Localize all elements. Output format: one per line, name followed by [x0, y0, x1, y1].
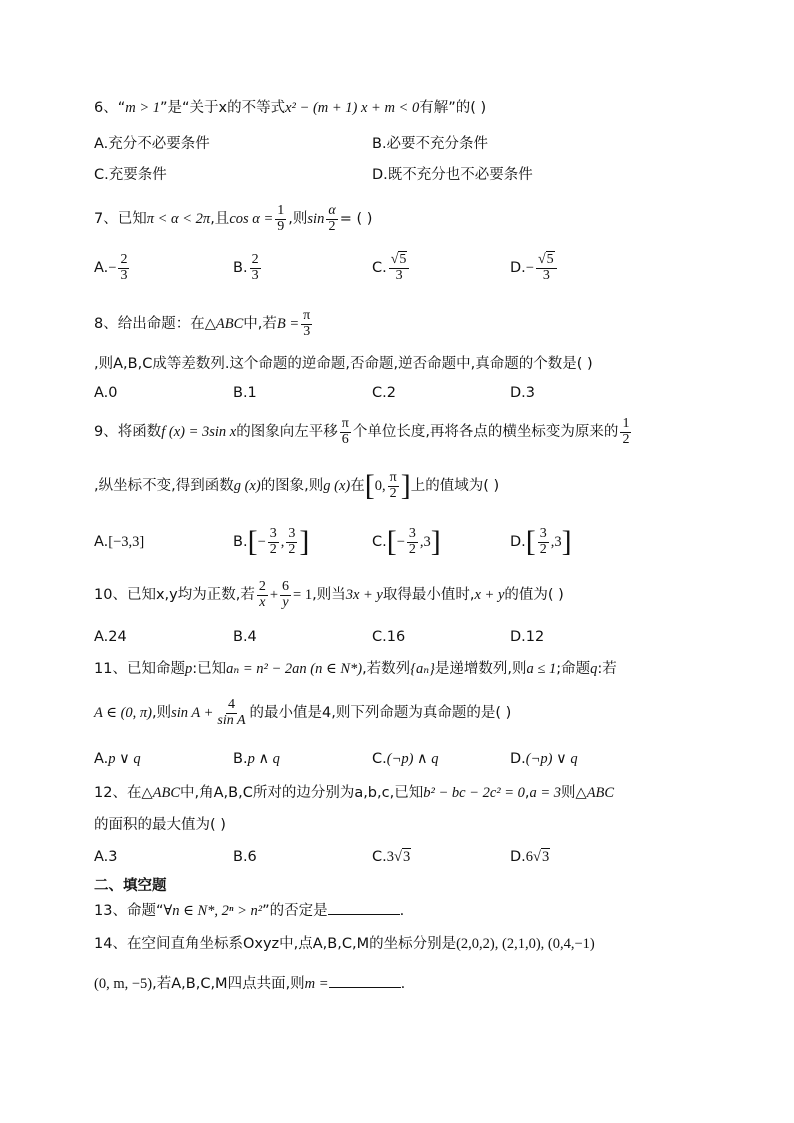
q6-text: ”是“关于x的不等式 [160, 100, 286, 116]
q9-shift-num: π [341, 415, 349, 431]
q11-stem-line2 [94, 694, 511, 732]
q12-d-sqrt: √3 [533, 849, 550, 865]
q11-text3: ,若数列 [362, 661, 411, 677]
q6-condition: m > 1 [125, 100, 161, 116]
q12-text3: 则 [561, 785, 576, 801]
q7-c-fraction [389, 253, 410, 283]
q7-sin-num: α [328, 202, 336, 218]
q12-stem-line2: 的面积的最大值为( ) [94, 817, 226, 833]
q8-text: 8、给出命题：在 [94, 316, 205, 332]
question-7-stem [94, 201, 372, 237]
q10-plus: + [269, 587, 279, 603]
q9-c-n1: 3 [408, 525, 416, 541]
q9-interval-start: 0, [374, 478, 386, 494]
q9-text7: 上的值域为( ) [410, 478, 500, 494]
q14-coord-m: (0, m, −5) [94, 976, 153, 992]
q9-scale-fraction [620, 417, 631, 447]
q12-option-c [372, 850, 411, 865]
q11-q: q [590, 661, 598, 677]
q7-text2: ,则 [288, 211, 308, 227]
q9-c-bracket-close: ] [430, 525, 441, 558]
q7-d-den: 3 [542, 267, 550, 283]
q6-option-c: C.充要条件 [94, 167, 167, 183]
q9-a-value: [−3,3] [108, 534, 145, 550]
q11-option-b [233, 752, 280, 767]
q12-triangle: △ABC [141, 785, 180, 801]
q9-d-bracket-close: ] [561, 525, 572, 558]
q14-period: . [400, 976, 406, 992]
q9-c-bracket-open: [ [386, 525, 397, 558]
q9-d-label: D. [510, 534, 526, 550]
q7-d-num: √5 [536, 253, 557, 269]
q6-number: 6、 [94, 100, 118, 116]
question-10-stem [94, 577, 564, 613]
q7-b-label: B. [233, 260, 248, 276]
q10-text: 10、已知x,y均为正数,若 [94, 587, 255, 603]
q11-text7: ,则 [152, 705, 172, 721]
question-11-stem [94, 662, 617, 677]
q6-option-a: A.充分不必要条件 [94, 136, 210, 152]
q11-frac-num: 4 [227, 696, 235, 712]
q6-option-b: B.必要不充分条件 [372, 136, 489, 152]
q9-shift-fraction [340, 417, 351, 447]
q12-c-rad: 3 [402, 849, 411, 865]
q9-b-n2: 3 [288, 525, 296, 541]
q9-function: f (x) = 3sin x [161, 424, 237, 440]
q11-text8: 的最小值是4,则下列命题为真命题的是( ) [249, 705, 512, 721]
question-9-stem [94, 413, 633, 451]
q9-c-tail: ,3 [419, 534, 431, 550]
q7-c-label: C. [372, 260, 387, 276]
q11-c-value: (¬p) ∧ q [386, 751, 439, 767]
q9-g2: g (x) [323, 478, 351, 494]
q6-inequality: x² − (m + 1) x + m < 0 [285, 100, 420, 116]
q12-text: 12、在 [94, 785, 142, 801]
q14-text: 14、在空间直角坐标系Oxyz中,点A,B,C,M的坐标分别是 [94, 936, 457, 952]
q7-a-sign: − [108, 260, 117, 276]
q7-a-label: A. [94, 260, 109, 276]
q7-b-num: 2 [251, 251, 259, 267]
q6-tail: 有解”的( ) [419, 100, 487, 116]
q11-c-label: C. [372, 751, 387, 767]
q11-cond: a ≤ 1 [526, 661, 557, 677]
question-8-stem [94, 306, 314, 342]
q6-quote-open: “ [117, 100, 126, 116]
q9-b-comma: , [280, 534, 285, 550]
q9-a-label: A. [94, 534, 109, 550]
q7-tail: = ( ) [339, 211, 373, 227]
q12-eq2: a = 3 [529, 785, 562, 801]
q11-text4: 是递增数列,则 [434, 661, 527, 677]
q7-sin: sin [307, 211, 325, 227]
q11-seqset: {aₙ} [410, 661, 435, 677]
q13-text: 13、命题“ [94, 903, 164, 919]
q9-text2: 的图象向左平移 [236, 424, 338, 440]
q7-d-fraction [536, 253, 557, 283]
q13-answer-blank[interactable] [328, 902, 400, 915]
q7-text: ,且 [210, 211, 230, 227]
q11-text6: :若 [597, 661, 617, 677]
q12-c-coef: 3 [386, 849, 394, 865]
q12-triangle2: △ABC [575, 785, 615, 801]
q9-option-c [372, 522, 441, 562]
q9-text: 9、将函数 [94, 424, 162, 440]
q11-option-d [510, 752, 578, 767]
q11-text: 11、已知命题 [94, 661, 185, 677]
q7-d-label: D. [510, 260, 526, 276]
question-14-stem [94, 937, 595, 952]
q9-c-d1: 2 [408, 541, 416, 557]
q9-scale-num: 1 [622, 415, 630, 431]
q14-text2: ,若A,B,C,M四点共面,则 [152, 976, 305, 992]
q11-p: p [184, 661, 193, 677]
q9-int-num: π [389, 469, 397, 485]
q9-d-bracket-open: [ [525, 525, 536, 558]
q8-triangle: △ABC [204, 316, 244, 332]
q11-b-label: B. [233, 751, 248, 767]
q11-fraction [215, 698, 247, 728]
q9-b-d1: 2 [269, 541, 277, 557]
q13-period: . [399, 903, 405, 919]
q7-d-rad: 5 [546, 251, 554, 267]
section-heading-fill-in: 二、填空题 [94, 878, 167, 894]
q10-option-d: D.12 [510, 629, 545, 645]
q9-d-tail: ,3 [550, 534, 562, 550]
q7-a-num: 2 [120, 251, 128, 267]
q7-c-rad: 5 [399, 251, 407, 267]
q9-int-den: 2 [389, 485, 397, 501]
q11-d-label: D. [510, 751, 526, 767]
q9-text5: 的图象,则 [260, 478, 324, 494]
q14-stem-line2 [94, 975, 405, 992]
q12-c-sqrt: √3 [393, 849, 411, 865]
q10-text2: ,则当 [312, 587, 346, 603]
q10-option-b: B.4 [233, 629, 257, 645]
q7-frac-den: 9 [277, 218, 285, 234]
q9-option-d [510, 522, 572, 562]
q7-a-den: 3 [120, 267, 128, 283]
question-6-stem [94, 101, 486, 116]
q10-d1: x [259, 594, 266, 610]
q12-d-rad: 3 [542, 849, 550, 865]
q14-answer-blank[interactable] [329, 975, 401, 988]
q11-option-c [372, 752, 439, 767]
q7-option-d [510, 250, 559, 286]
q8-option-c: C.2 [372, 385, 396, 401]
q7-d-sign: − [525, 260, 534, 276]
q11-text2: :已知 [192, 661, 227, 677]
q9-c-minus: − [396, 534, 405, 550]
q9-b-d2: 2 [288, 541, 296, 557]
q8-option-b: B.1 [233, 385, 257, 401]
q9-b-n1: 3 [269, 525, 277, 541]
q12-d-label: D. [510, 849, 526, 865]
q7-b-den: 3 [251, 267, 259, 283]
q9-c-label: C. [372, 534, 387, 550]
q10-expr: 3x + y [345, 587, 383, 603]
q9-b-frac2 [286, 527, 297, 557]
q7-b-fraction [250, 253, 261, 283]
q12-c-label: C. [372, 849, 387, 865]
q7-c-num: √5 [389, 253, 410, 269]
q12-option-b: B.6 [233, 849, 257, 865]
q10-text4: 的值为( ) [504, 587, 564, 603]
q11-frac-den: sin A [217, 712, 246, 728]
q12-d-coef: 6 [525, 849, 534, 865]
q10-n2: 6 [282, 578, 290, 594]
q7-number: 7、已知 [94, 211, 147, 227]
q11-a-value: p ∨ q [108, 751, 141, 767]
q11-domain: A ∈ (0, π) [94, 705, 152, 721]
q10-frac2 [280, 580, 291, 610]
q9-text3: 个单位长度,再将各点的横坐标变为原来的 [352, 424, 619, 440]
q10-d2: y [282, 594, 289, 610]
q9-b-minus: − [257, 534, 266, 550]
q11-a-label: A. [94, 751, 109, 767]
q9-d-d1: 2 [539, 541, 547, 557]
q11-option-a [94, 752, 141, 767]
q8-frac-den: 3 [303, 323, 311, 339]
q11-sequence: aₙ = n² − 2an (n ∈ N*) [226, 661, 363, 677]
q8-text2: 中,若 [243, 316, 277, 332]
q9-scale-den: 2 [622, 431, 630, 447]
q8-stem-line2: ,则A,B,C成等差数列.这个命题的逆命题,否命题,逆否命题中,真命题的个数是( ) [94, 356, 593, 372]
q9-interval-fraction [388, 471, 399, 501]
q13-text2: ”的否定是 [262, 903, 328, 919]
q9-option-a [94, 522, 144, 562]
q12-option-d [510, 850, 550, 865]
q9-text6: 在 [350, 478, 365, 494]
q12-eq1: b² − bc − 2c² = 0 [423, 785, 525, 801]
q7-frac-num: 1 [277, 202, 285, 218]
q9-bracket-open: [ [364, 469, 375, 502]
q10-expr2: x + y [474, 587, 505, 603]
q9-shift-den: 6 [341, 431, 349, 447]
q7-option-b [233, 250, 263, 286]
q11-b-value: p ∧ q [247, 751, 280, 767]
q6-option-d: D.既不充分也不必要条件 [372, 167, 533, 183]
q8-frac-num: π [303, 307, 311, 323]
q10-option-c: C.16 [372, 629, 406, 645]
q12-text2: 中,角A,B,C所对的边分别为a,b,c,已知 [180, 785, 424, 801]
q9-d-n1: 3 [539, 525, 547, 541]
q9-d-frac [538, 527, 549, 557]
q11-sin: sin A + [171, 705, 214, 721]
q9-text4: ,纵坐标不变,得到函数 [94, 478, 234, 494]
q7-option-c [372, 250, 411, 286]
q8-angle: B = [276, 316, 300, 332]
q7-range: π < α < 2π [146, 211, 211, 227]
q9-b-bracket-open: [ [247, 525, 258, 558]
q10-option-a: A.24 [94, 629, 127, 645]
q10-frac1 [257, 580, 268, 610]
q7-option-a [94, 250, 131, 286]
q7-sin-den: 2 [328, 218, 336, 234]
q12-comma: , [524, 785, 530, 801]
q11-text5: ;命题 [556, 661, 591, 677]
question-13-stem [94, 902, 404, 919]
q11-d-value: (¬p) ∨ q [525, 751, 578, 767]
q14-coords: (2,0,2), (2,1,0), (0,4,−1) [456, 936, 595, 952]
q7-sin-fraction [326, 204, 337, 234]
q7-a-fraction [118, 253, 129, 283]
q8-option-d: D.3 [510, 385, 535, 401]
q9-c-frac [407, 527, 418, 557]
q8-option-a: A.0 [94, 385, 118, 401]
q10-text3: 取得最小值时, [382, 587, 475, 603]
q9-b-bracket-close: ] [299, 525, 310, 558]
q9-option-b [233, 522, 309, 562]
q10-eq: = 1 [293, 587, 313, 603]
q9-bracket-close: ] [400, 469, 411, 502]
q12-option-a: A.3 [94, 849, 118, 865]
q14-m: m = [304, 976, 329, 992]
q9-g1: g (x) [233, 478, 261, 494]
q9-stem-line2 [94, 466, 499, 506]
question-12-stem [94, 786, 614, 801]
q8-fraction [301, 309, 312, 339]
q9-b-frac1 [268, 527, 279, 557]
q7-cos: cos α = [229, 211, 274, 227]
q7-fraction [275, 204, 286, 234]
q7-c-den: 3 [395, 267, 403, 283]
q13-expr: ∀n ∈ N*, 2ⁿ > n² [163, 903, 263, 919]
q10-n1: 2 [258, 578, 266, 594]
q9-b-label: B. [233, 534, 248, 550]
